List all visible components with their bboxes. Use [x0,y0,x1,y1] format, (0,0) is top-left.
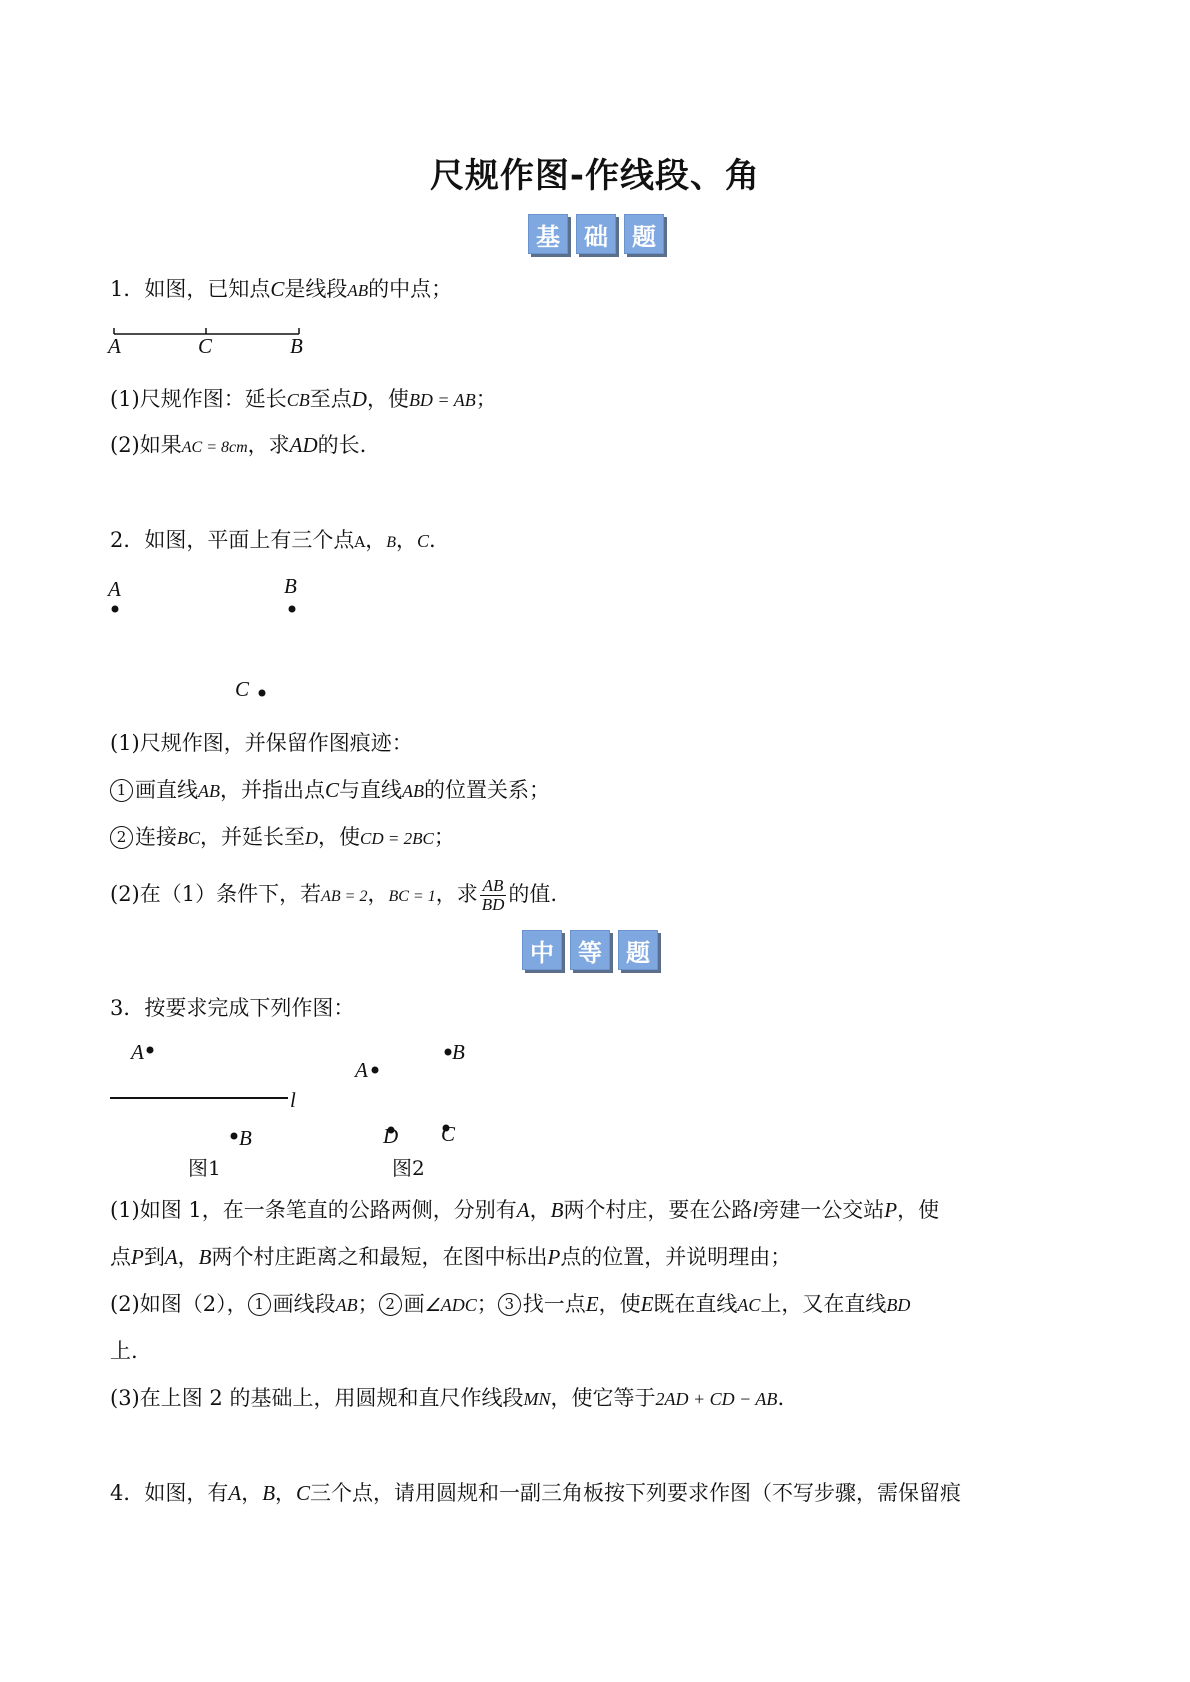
banner-char: 础 [576,214,616,254]
q1-part2: (2)如果AC = 8cm，求AD的长. [110,433,367,457]
section-banner-basic [528,214,664,254]
q1-stem: 1．如图，已知点C是线段AB的中点； [110,277,453,301]
q2-step1: 1 画直线AB，并指出点C与直线AB的位置关系； [110,775,550,806]
q2-label-a: A [108,577,121,601]
q3-fig2-label-c: C [441,1122,456,1146]
q3-part2-line1: (2)如图（2）， 1 画线段AB； 2 画∠ADC； 3 找一点E，使E既在直线AC上，又在直线BD [110,1292,911,1316]
q1-part1: (1)尺规作图：延长CB至点D，使BD = AB； [110,387,497,411]
q2-part1: (1)尺规作图，并保留作图痕迹： [110,731,413,755]
q3-part1-line1: (1)如图 1，在一条笔直的公路两侧，分别有A，B两个村庄，要在公路l旁建一公交站P，使 [110,1198,940,1222]
q3-part3: (3)在上图 2 的基础上，用圆规和直尺作线段MN，使它等于2AD + CD − AB. [110,1386,785,1410]
q3-fig1-label-l: l [290,1088,296,1112]
page-title: 尺规作图-作线段、角 [429,156,761,196]
banner-char: 题 [618,930,658,970]
q2-part2: (2)在（1）条件下，若AB = 2，BC = 1，求 $\frac{AB}{BD}$ 的值. [110,876,558,914]
q3-fig2-caption: 图2 [392,1156,425,1180]
banner-char: 等 [570,930,610,970]
q3-part1-line2: 点P到A，B两个村庄距离之和最短，在图中标出P点的位置，并说明理由； [110,1245,792,1269]
q3-figure-1 [100,1040,300,1140]
section-banner-medium [522,930,658,970]
q2-stem: 2．如图，平面上有三个点A，B，C. [110,528,436,552]
q2-step2: 2 连接BC，并延长至D，使CD = 2BC； [110,822,455,854]
q3-fig1-label-b: B [239,1126,252,1150]
circled-number: 1 [110,779,133,802]
q3-fig2-label-d: D [383,1124,399,1148]
q3-stem: 3．按要求完成下列作图： [110,996,355,1020]
q3-figure-2 [340,1040,490,1140]
q2-label-c: C [235,677,250,701]
banner-char: 基 [528,214,568,254]
q3-fig1-label-a: A [131,1040,144,1064]
q2-label-b: B [284,574,297,598]
q3-fig2-label-a: A [355,1058,368,1082]
q1-label-b: B [290,334,303,358]
q1-label-a: A [108,334,121,358]
q3-fig1-caption: 图1 [188,1156,221,1180]
fraction: $\frac{AB}{BD}$ [481,876,505,914]
q2-points-figure [100,595,280,695]
circled-number: 2 [110,826,133,849]
q3-fig2-label-b: B [452,1040,465,1064]
q3-part2-line2: 上. [110,1339,138,1363]
q1-label-c: C [198,334,213,358]
q4-stem: 4．如图，有A，B，C三个点，请用圆规和一副三角板按下列要求作图（不写步骤，需保留痕 [110,1481,962,1505]
banner-char: 中 [522,930,562,970]
banner-char: 题 [624,214,664,254]
